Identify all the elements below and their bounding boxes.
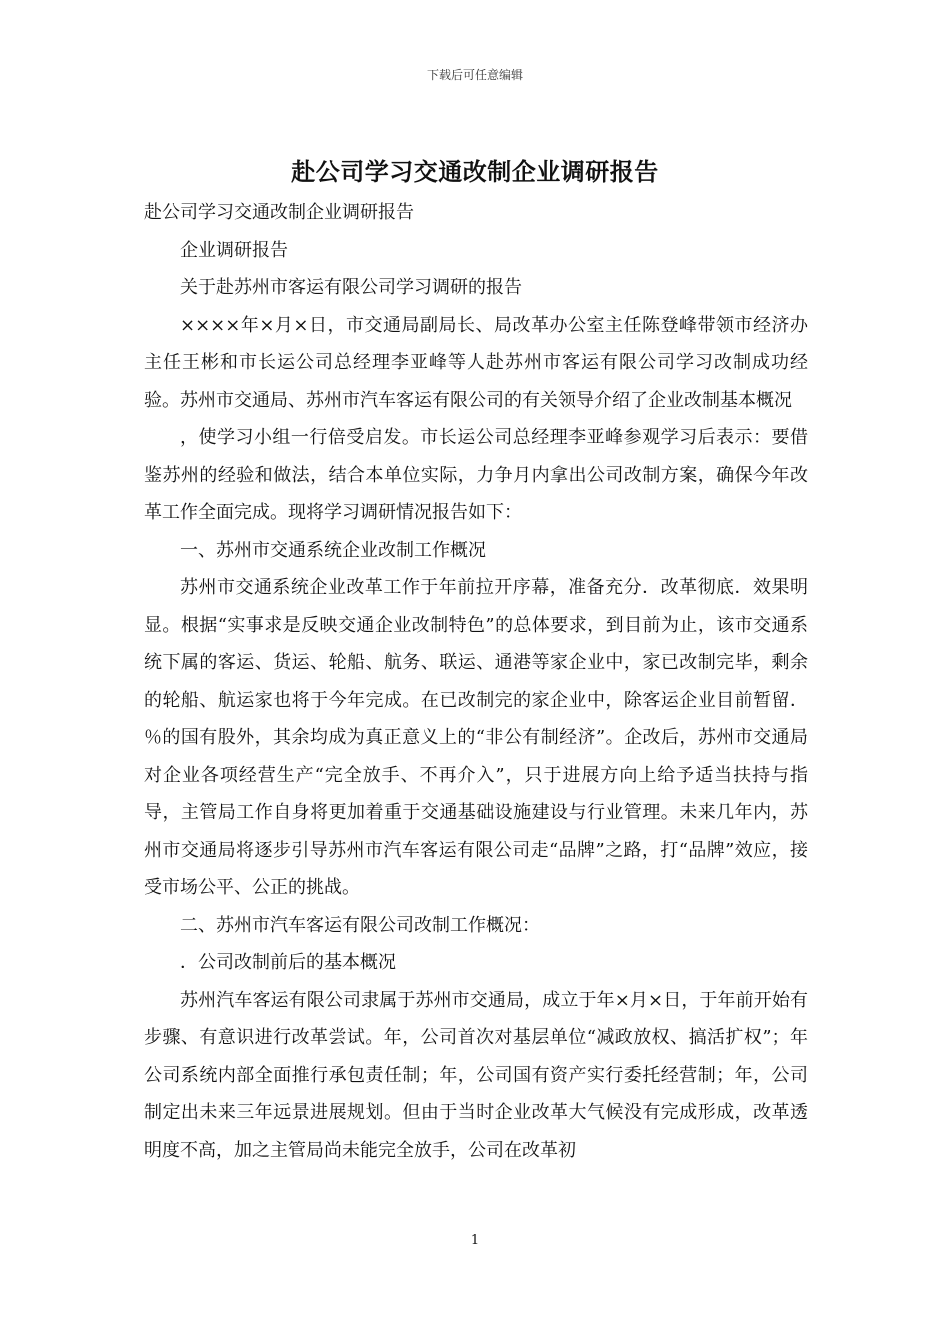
body-paragraph: 企业调研报告 (180, 239, 288, 261)
body-paragraph: 苏州市交通系统企业改革工作于年前拉开序幕，准备充分．改革彻底．效果明显。根据“实事求是反映交通企业改制特色”的总体要求，到目前为止，该市交通系统下属的客运、货运、轮船、航务、联运、通港等家企业中，家已改制完毕，剩余的轮船、航运家也将于今年完成。在已改制完的家企业中，除客运企业目前暂留．％的国有股外，其余均成为真正意义上的“非公有制经济”。企改后，苏州市交通局对企业各项经营生产“完全放手、不再介入”，只于进展方向上给予适当扶持与指导，主管局工作自身将更加着重于交通基础设施建设与行业管理。未来几年内，苏州市交通局将逐步引导苏州市汽车客运有限公司走“品牌”之路，打“品牌”效应，接受市场公平、公正的挑战。 (144, 577, 808, 898)
body-paragraph: 关于赴苏州市客运有限公司学习调研的报告 (180, 277, 522, 298)
body-paragraph: ××××年×月×日，市交通局副局长、局改革办公室主任陈登峰带领市经济办主任王彬和市长运公司总经理李亚峰等人赴苏州市客运有限公司学习改制成功经验。苏州市交通局、苏州市汽车客运有限公司的有关领导介绍了企业改制基本概况 (144, 314, 808, 411)
subsection-heading: ．公司改制前后的基本概况 (180, 952, 396, 973)
document-body (144, 194, 808, 1169)
page-number: 1 (470, 1233, 480, 1248)
page-header-note: 下载后可任意编辑 (426, 68, 523, 82)
section-heading: 二、苏州市汽车客运有限公司改制工作概况： (180, 914, 540, 936)
body-paragraph: 苏州汽车客运有限公司隶属于苏州市交通局，成立于年×月×日，于年前开始有步骤、有意识进行改革尝试。年，公司首次对基层单位“减政放权、搞活扩权”；年公司系统内部全面推行承包责任制；年，公司国有资产实行委托经营制；年，公司制定出未来三年远景进展规划。但由于当时企业改革大气候没有完成形成，改革透明度不高，加之主管局尚未能完全放手，公司在改革初 (144, 989, 808, 1161)
section-heading: 一、苏州市交通系统企业改制工作概况 (180, 539, 486, 561)
body-paragraph: ，使学习小组一行倍受启发。市长运公司总经理李亚峰参观学习后表示：要借鉴苏州的经验和做法，结合本单位实际，力争月内拿出公司改制方案，确保今年改革工作全面完成。现将学习调研情况报告如下： (144, 427, 808, 523)
body-paragraph: 赴公司学习交通改制企业调研报告 (144, 202, 414, 223)
document-title: 赴公司学习交通改制企业调研报告 (291, 157, 659, 186)
